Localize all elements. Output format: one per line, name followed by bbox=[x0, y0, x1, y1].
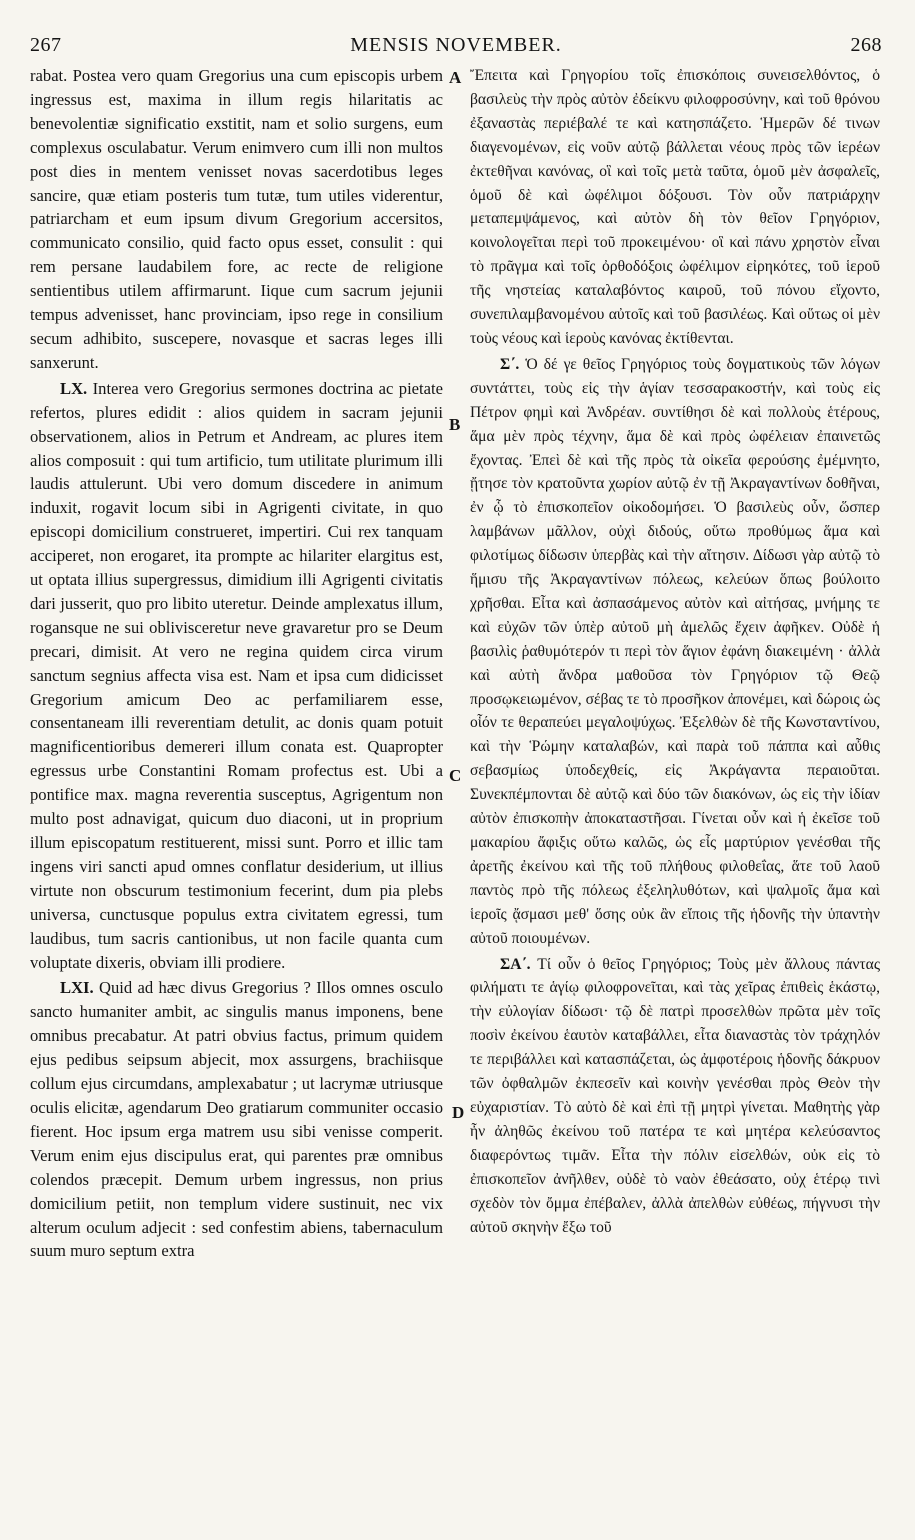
latin-column bbox=[30, 64, 443, 1263]
latin-paragraph: rabat. Postea vero quam Gregorius una cum episcopis urbem ingressus est, maxima in illum regis hilaritatis ac benevolentiæ significatio exstitit, nam et solio surgens, eum complexus osculabatur. Verum enimvero cum illi non multos post dies in mentem venisset novas sacerdotibus leges sancire, quæ etiam posteris tum tutæ, tum utiles viderentur, patriarcham et eum ipsum divum Gregorium accersitos, communicato consilio, quid facto opus esset, consulit : qui rem persane laudabilem fore, ac recte de religione sentientibus utilem affirmarunt. Iique cum sacrum jejunii tempus advenisset, hanc provinciam, ipso rege in consilium secum adhibito, suscepere, novasque et sacras leges illi sanxerunt. bbox=[30, 66, 443, 372]
latin-paragraph-number: LXI. bbox=[60, 978, 94, 998]
running-header bbox=[30, 34, 882, 58]
page-number-left: 267 bbox=[30, 34, 62, 56]
section-marker-d: D bbox=[452, 1103, 465, 1122]
greek-paragraph-number: ΣΑ΄. bbox=[500, 955, 531, 973]
running-title: MENSIS NOVEMBER. bbox=[350, 34, 562, 56]
latin-paragraph-text: Interea vero Gregorius sermones doctrina ac pietate refertos, plures edidit : alios quidem in sacram jejunii observationem, alios in Petrum et Andream, ac plures item alios composuit : qui tum artificio, tum utilitate plurimum illi laudis attulerunt. Ubi vero domum discedere in animum induxit, rogavit locum sibi in Agrigenti civitate, in quo episcopi domicilium construeret, impertiri. Cui rex tanquam acciperet, non erogaret, ita prompte ac hilariter elargitus est, ut optata illius supergressus, dimidium illi Agrigenti civitatis dari jusserit, quo pro libito uteretur. Deinde amplexatus illum, rogansque ne sui oblivisceretur neve gravaretur pro se Deum precari, dimisit. At vero ne regina quidem circa virum sanctum segnius affecta visa est. Nam et ipsa cum didicisset Gregorium amicum Deo ac perfamiliarem esse, consentaneam illi reverentiam detulit, ac donis quam potuit magnificentioribus demereri illum conata est. Quapropter egressus urbe Constantini Romam profectus est. Ubi a pontifice max. magna reverentia susceptus, Agrigentum non multo post adnavigat, quicum duo diaconi, ut in proprium illum episcopatum restituerent, missi sunt. Porro et illic tam ingens viri sancti apud omnes conflatur desiderium, ut illius virtute non obscurum testimonium fecerint, dum pia plebs universa, cunctusque populus extra civitatem egressi, tum laudibus, tum sacris cantionibus, ut non facile quanta cum voluptate dixeris, obviam illi prodiere. bbox=[30, 378, 443, 972]
latin-paragraph bbox=[30, 377, 443, 975]
section-marker-c: C bbox=[449, 766, 462, 785]
greek-paragraph bbox=[470, 953, 880, 1240]
latin-paragraph bbox=[30, 976, 443, 1263]
greek-column bbox=[470, 64, 880, 1239]
latin-paragraph-number: LX. bbox=[60, 378, 88, 398]
greek-paragraph-number: Σ΄. bbox=[500, 355, 520, 373]
section-marker-a: A bbox=[449, 68, 462, 87]
section-marker-b: B bbox=[449, 415, 461, 434]
greek-paragraph bbox=[470, 353, 880, 951]
greek-paragraph: Ἔπειτα καὶ Γρηγορίου τοῖς ἐπισκόποις συνεισελθόντος, ὁ βασιλεὺς τὴν πρὸς αὐτὸν ἐδείκνυ φιλοφροσύνην, καὶ τοῦ θρόνου ἐξαναστὰς περιέβαλέ τε καὶ κατησπάζετο. Ἡμερῶν δέ τινων διαγενομένων, εἰς νοῦν αὐτῷ βάλλεται νέους πρὸς τῶν ἱερέων ἐκτεθῆναι κανόνας, οἳ καὶ τοῖς μετὰ ταῦτα, ὁμοῦ μὲν ἀσφαλεῖς, ὁμοῦ δὲ καὶ ὠφέλιμοι δόξουσι. Τὸν οὖν πατριάρχην μεταπεμψάμενος, καὶ αὐτὸν δὴ τὸν θεῖον Γρηγόριον, κοινολογεῖται περὶ τοῦ προκειμένου· οἳ καὶ πάνυ χρηστὸν εἶναι τὸ πρᾶγμα καὶ τοῖς ὀρθοδόξοις ὠφέλιμον εἰρηκότες, τοῦ ἱεροῦ τῆς νηστείας καταλαβόντος καιροῦ, τοῦ πόνου εἴχοντο, συνεπιλαμβανομένου αὐτοῖς καὶ τοῦ βασιλέως. Καὶ οὕτως οἱ μὲν τοὺς νέους καὶ ἱεροὺς κανόνας ἐκτίθενται. bbox=[470, 67, 880, 347]
latin-paragraph-text: Quid ad hæc divus Gregorius ? Illos omnes osculo sancto humaniter ambit, ac singulis manus imponens, bene omnibus precabatur. At patri obvius factus, primum quidem ejus pedibus seipsum abjecit, mox assurgens, brachiisque collum ejus circumdans, amplexabatur ; ut lacrymæ utriusque oculis elicitæ, agendarum Deo gratiarum communiter occasio fierent. Hoc ipsum erga matrem usu sibi venisse comperit. Verum enim ejus discipulus erat, qui parentes præ omnibus colendos præcepit. Demum urbem ingressus, non prius domicilium petiit, non templum videre sustinuit, nec vix alterum oculum adjecit : sed confestim abiens, tabernaculum suum muro septum extra bbox=[30, 978, 443, 1261]
greek-paragraph-text: Ὁ δέ γε θεῖος Γρηγόριος τοὺς δογματικοὺς τῶν λόγων συντάττει, τοὺς εἰς τὴν ἁγίαν τεσσαρακοστήν, καὶ τοὺς εἰς Πέτρον φημὶ καὶ Ἀνδρέαν. συντίθησι δὲ καὶ πολλοὺς ἑτέρους, ἅμα μὲν πρὸς τέχνην, ἅμα δὲ καὶ πρὸς ὠφέλειαν ἐπαινετῶς ἔχοντας. Ἐπεὶ δὲ καὶ τῆς πρὸς τὰ οἰκεῖα φερούσης ἐμέμνητο, ᾔτησε τὸν κρατοῦντα χωρίον αὐτῷ ἐν τῇ Ἀκραγαντίνων δοθῆναι, ἐν ᾧ τὸ ἐπισκοπεῖον οἰκοδομήσει. Ὁ βασιλεὺς οὖν, ὥσπερ λαμβάνων μᾶλλον, οὐχὶ διδούς, οὕτω προθύμως ἅμα καὶ φιλοτίμως δίδωσιν ὑπερβὰς καὶ τὴν αἴτησιν. Δίδωσι γὰρ αὐτῷ τὸ ἥμισυ τῆς Ἀκραγαντίνων πόλεως, κελεύων ὅπως βούλοιτο χρῆσθαι. Εἶτα καὶ ἀσπασάμενος αὐτὸν καὶ αἰτήσας, μνήμης τε καὶ εὐχῶν τῶν ὑπὲρ αὐτοῦ μὴ ἀμελῶς ἔχειν ἀφῆκεν. Οὐδὲ ἡ βασιλὶς ῥαθυμότερόν τι περὶ τὸν ἅγιον ἐφάνη διακειμένη · ἀλλὰ καὶ αὐτὴ ἄνδρα μαθοῦσα τὸν Γρηγόριον τῷ Θεῷ προσῳκειωμένον, σέβας τε τὸ προσῆκον ἀπονέμει, καὶ δώροις ὡς οἷόν τε θεραπεύει μεγαλοψύχως. Ἐξελθὼν δὲ τῆς Κωνσταντίνου, καὶ τὴν Ῥώμην καταλαβών, καὶ παρὰ τοῦ πάππα καὶ αὖθις σεβασμίως ὑποδεχθείς, εἰς Ἀκράγαντα περαιοῦται. Συνεκπέμπονται δὲ αὐτῷ καὶ δύο τῶν διακόνων, ὡς εἰς τὴν ἰδίαν αὐτὸν ἐπισκοπὴν ἀποκαταστῆσαι. Γίνεται οὖν καὶ ἡ ἐκεῖσε τοῦ μακαρίου ἄφιξις οὕτω καλῶς, ὡς εἶς μαρτύριον γενέσθαι τῆς ἀρετῆς ἐκείνου καὶ τῆς τοῦ πλήθους φιλοθεΐας, ἅτε τοῦ λαοῦ παντὸς πρὸ τῆς πόλεως ἐξεληλυθότων, καὶ ψαλμοῖς ἅμα καὶ ἱεροῖς ᾄσμασι μεθ' ὅσης οὐκ ἂν εἴποις τῆς ἡδονῆς τὴν ὑπαντὴν αὐτοῦ ποιουμένων. bbox=[470, 355, 881, 947]
page-number-right: 268 bbox=[850, 34, 882, 56]
greek-paragraph-text: Τί οὖν ὁ θεῖος Γρηγόριος; Τοὺς μὲν ἄλλους πάντας φιλήματι τε ἁγίῳ φιλοφρονεῖται, καὶ τὰς χεῖρας ἐπιθεὶς ἑκάστῳ, τὴν εὐλογίαν δίδωσι· τῷ δὲ πατρὶ προσελθὼν πρῶτα μὲν τοῖς ποσὶν ἐκείνου ἑαυτὸν καταβάλλει, εἶτα διαναστὰς τὸν τράχηλόν τε περιβάλλει καὶ κατασπάζεται, ὡς ἀμφοτέροις ἡδονῆς δάκρυον τῶν ὀφθαλμῶν ἐκπεσεῖν καὶ κοινὴν γενέσθαι πρὸς Θεὸν τὴν εὐχαριστίαν. Τὸ αὐτὸ δὲ καὶ ἐπὶ τῇ μητρὶ γίνεται. Μαθητὴς γὰρ ἦν ἀληθῶς ἐκείνου τοῦ πατέρα τε καὶ μητέρα κελεύσαντος διαφερόντως τιμᾶν. Εἶτα τὴν πόλιν εἰσελθών, οὐκ εἰς τὸ ἐπισκοπεῖον ἀνῆλθεν, οὐδὲ τὸ ναὸν ἐθεάσατο, οὐχ ἑτέρῳ τινὶ σχεδὸν τὸν ὄμμα ἐπέβαλεν, ἀλλὰ ἀπελθὼν εὐθέως, πήγνυσι τὴν αὐτοῦ σκηνὴν ἔξω τοῦ bbox=[470, 955, 881, 1236]
